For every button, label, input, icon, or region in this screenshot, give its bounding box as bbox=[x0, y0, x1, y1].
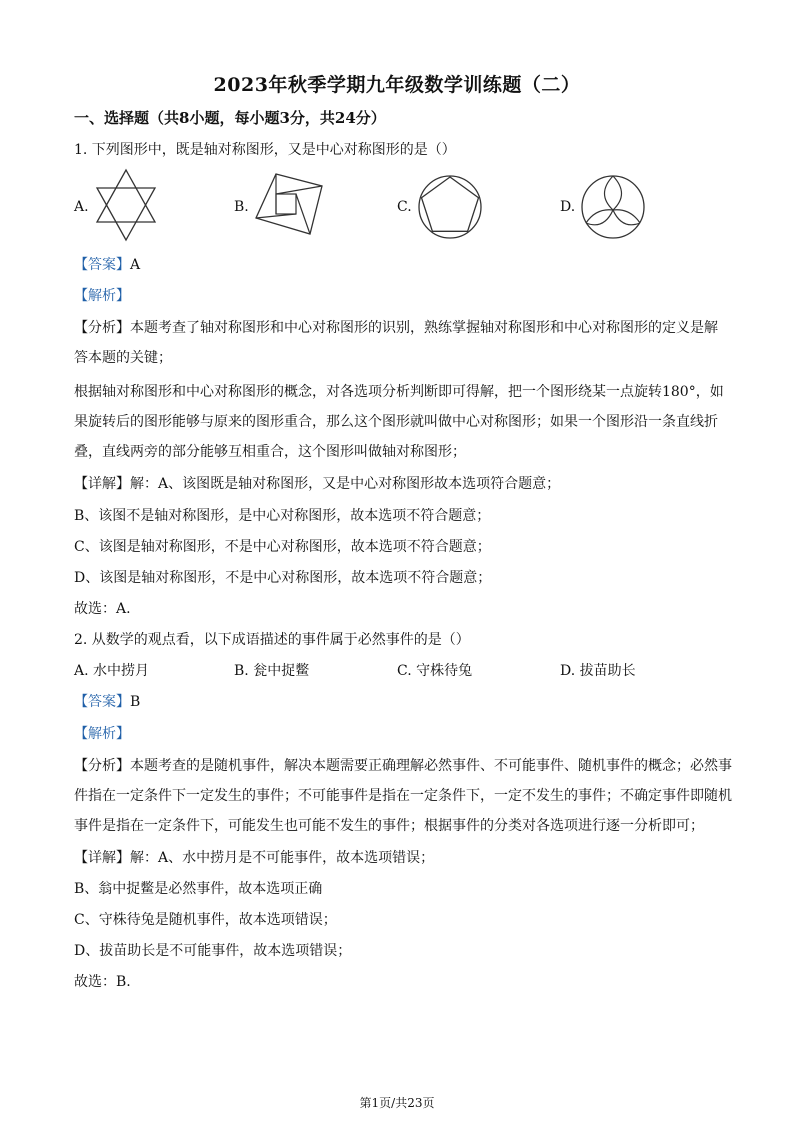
analysis-tag: 【解析】 bbox=[74, 726, 130, 742]
q2-answer bbox=[74, 692, 734, 712]
section-heading: 一、选择题（共8小题，每小题3分，共24分） bbox=[74, 109, 386, 127]
answer-tag: 【答案】 bbox=[74, 257, 130, 273]
q2-option-a: A. 水中捞月 bbox=[74, 663, 150, 679]
q1-explanation-line-3: 叠，直线两旁的部分能够互相重合，这个图形叫做轴对称图形； bbox=[74, 444, 466, 460]
fenxi-text: 本题考查的是随机事件，解决本题需要正确理解必然事件、不可能事件、随机事件的概念；必然事 bbox=[130, 758, 732, 774]
detail-tag: 【详解】 bbox=[74, 476, 130, 492]
q1-fenxi-line-2: 答本题的关键； bbox=[74, 350, 172, 366]
page-title: 2023年秋季学期九年级数学训练题（二） bbox=[213, 74, 581, 96]
detail-tag: 【详解】 bbox=[74, 850, 130, 866]
fenxi-text: 本题考查了轴对称图形和中心对称图形的识别，熟练掌握轴对称图形和中心对称图形的定义是解 bbox=[130, 320, 718, 336]
q1-option-b-label: B. bbox=[234, 199, 249, 215]
detail-text: 解：A、水中捞月是不可能事件，故本选项错误； bbox=[130, 850, 435, 866]
trefoil-in-circle-figure bbox=[580, 174, 646, 240]
q1-option-a-label: A. bbox=[74, 199, 89, 215]
q2-fenxi-line-1 bbox=[74, 756, 734, 776]
hexagram-figure bbox=[93, 168, 159, 242]
q2-fenxi-line-2: 件指在一定条件下一定发生的事件；不可能事件是指在一定条件下，一定不发生的事件；不确定事件即随机 bbox=[74, 788, 732, 804]
q2-conclusion: 故选：B. bbox=[74, 974, 131, 990]
q1-conclusion: 故选：A. bbox=[74, 601, 131, 617]
q2-option-d: D. 拔苗助长 bbox=[560, 663, 636, 679]
q1-analysis-heading bbox=[74, 286, 734, 306]
detail-text: 解：A、该图既是轴对称图形，又是中心对称图形故本选项符合题意； bbox=[130, 476, 561, 492]
q1-detail-c: C、该图是轴对称图形，不是中心对称图形，故本选项不符合题意； bbox=[74, 539, 491, 555]
q1-detail-a bbox=[74, 474, 734, 494]
q1-detail-d: D、该图是轴对称图形，不是中心对称图形，故本选项不符合题意； bbox=[74, 570, 492, 586]
q2-analysis-heading bbox=[74, 724, 734, 744]
q1-fenxi-line-1 bbox=[74, 318, 734, 338]
q1-stem: 1. 下列图形中，既是轴对称图形，又是中心对称图形的是（） bbox=[74, 142, 456, 158]
fenxi-tag: 【分析】 bbox=[74, 320, 130, 336]
q2-option-b: B. 瓮中捉鳖 bbox=[234, 663, 310, 679]
q1-option-d-label: D. bbox=[560, 199, 576, 215]
q2-detail-b: B、翁中捉鳖是必然事件，故本选项正确 bbox=[74, 881, 323, 897]
q1-detail-b: B、该图不是轴对称图形，是中心对称图形，故本选项不符合题意； bbox=[74, 508, 491, 524]
q2-detail-d: D、拔苗助长是不可能事件，故本选项错误； bbox=[74, 943, 352, 959]
answer-value: B bbox=[130, 694, 141, 710]
answer-value: A bbox=[130, 257, 141, 273]
q1-explanation-line-1: 根据轴对称图形和中心对称图形的概念，对各选项分析判断即可得解，把一个图形绕某一点旋转180°，如 bbox=[74, 384, 724, 400]
pentagon-in-circle-figure bbox=[417, 174, 483, 240]
q2-stem: 2. 从数学的观点看，以下成语描述的事件属于必然事件的是（） bbox=[74, 632, 470, 648]
q1-explanation-line-2: 果旋转后的图形能够与原来的图形重合，那么这个图形就叫做中心对称图形；如果一个图形沿一条直线折 bbox=[74, 414, 718, 430]
answer-tag: 【答案】 bbox=[74, 694, 130, 710]
square-figure bbox=[254, 172, 324, 238]
q2-detail-a bbox=[74, 848, 734, 868]
q2-fenxi-line-3: 事件是指在一定条件下，可能发生也可能不发生的事件；根据事件的分类对各选项进行逐一分析即可； bbox=[74, 818, 704, 834]
q2-option-c: C. 守株待兔 bbox=[397, 663, 473, 679]
q1-option-c-label: C. bbox=[397, 199, 412, 215]
q2-detail-c: C、守株待兔是随机事件，故本选项错误； bbox=[74, 912, 337, 928]
analysis-tag: 【解析】 bbox=[74, 288, 130, 304]
q1-answer bbox=[74, 255, 734, 275]
fenxi-tag: 【分析】 bbox=[74, 758, 130, 774]
page-footer: 第1页/共23页 bbox=[359, 1096, 435, 1110]
